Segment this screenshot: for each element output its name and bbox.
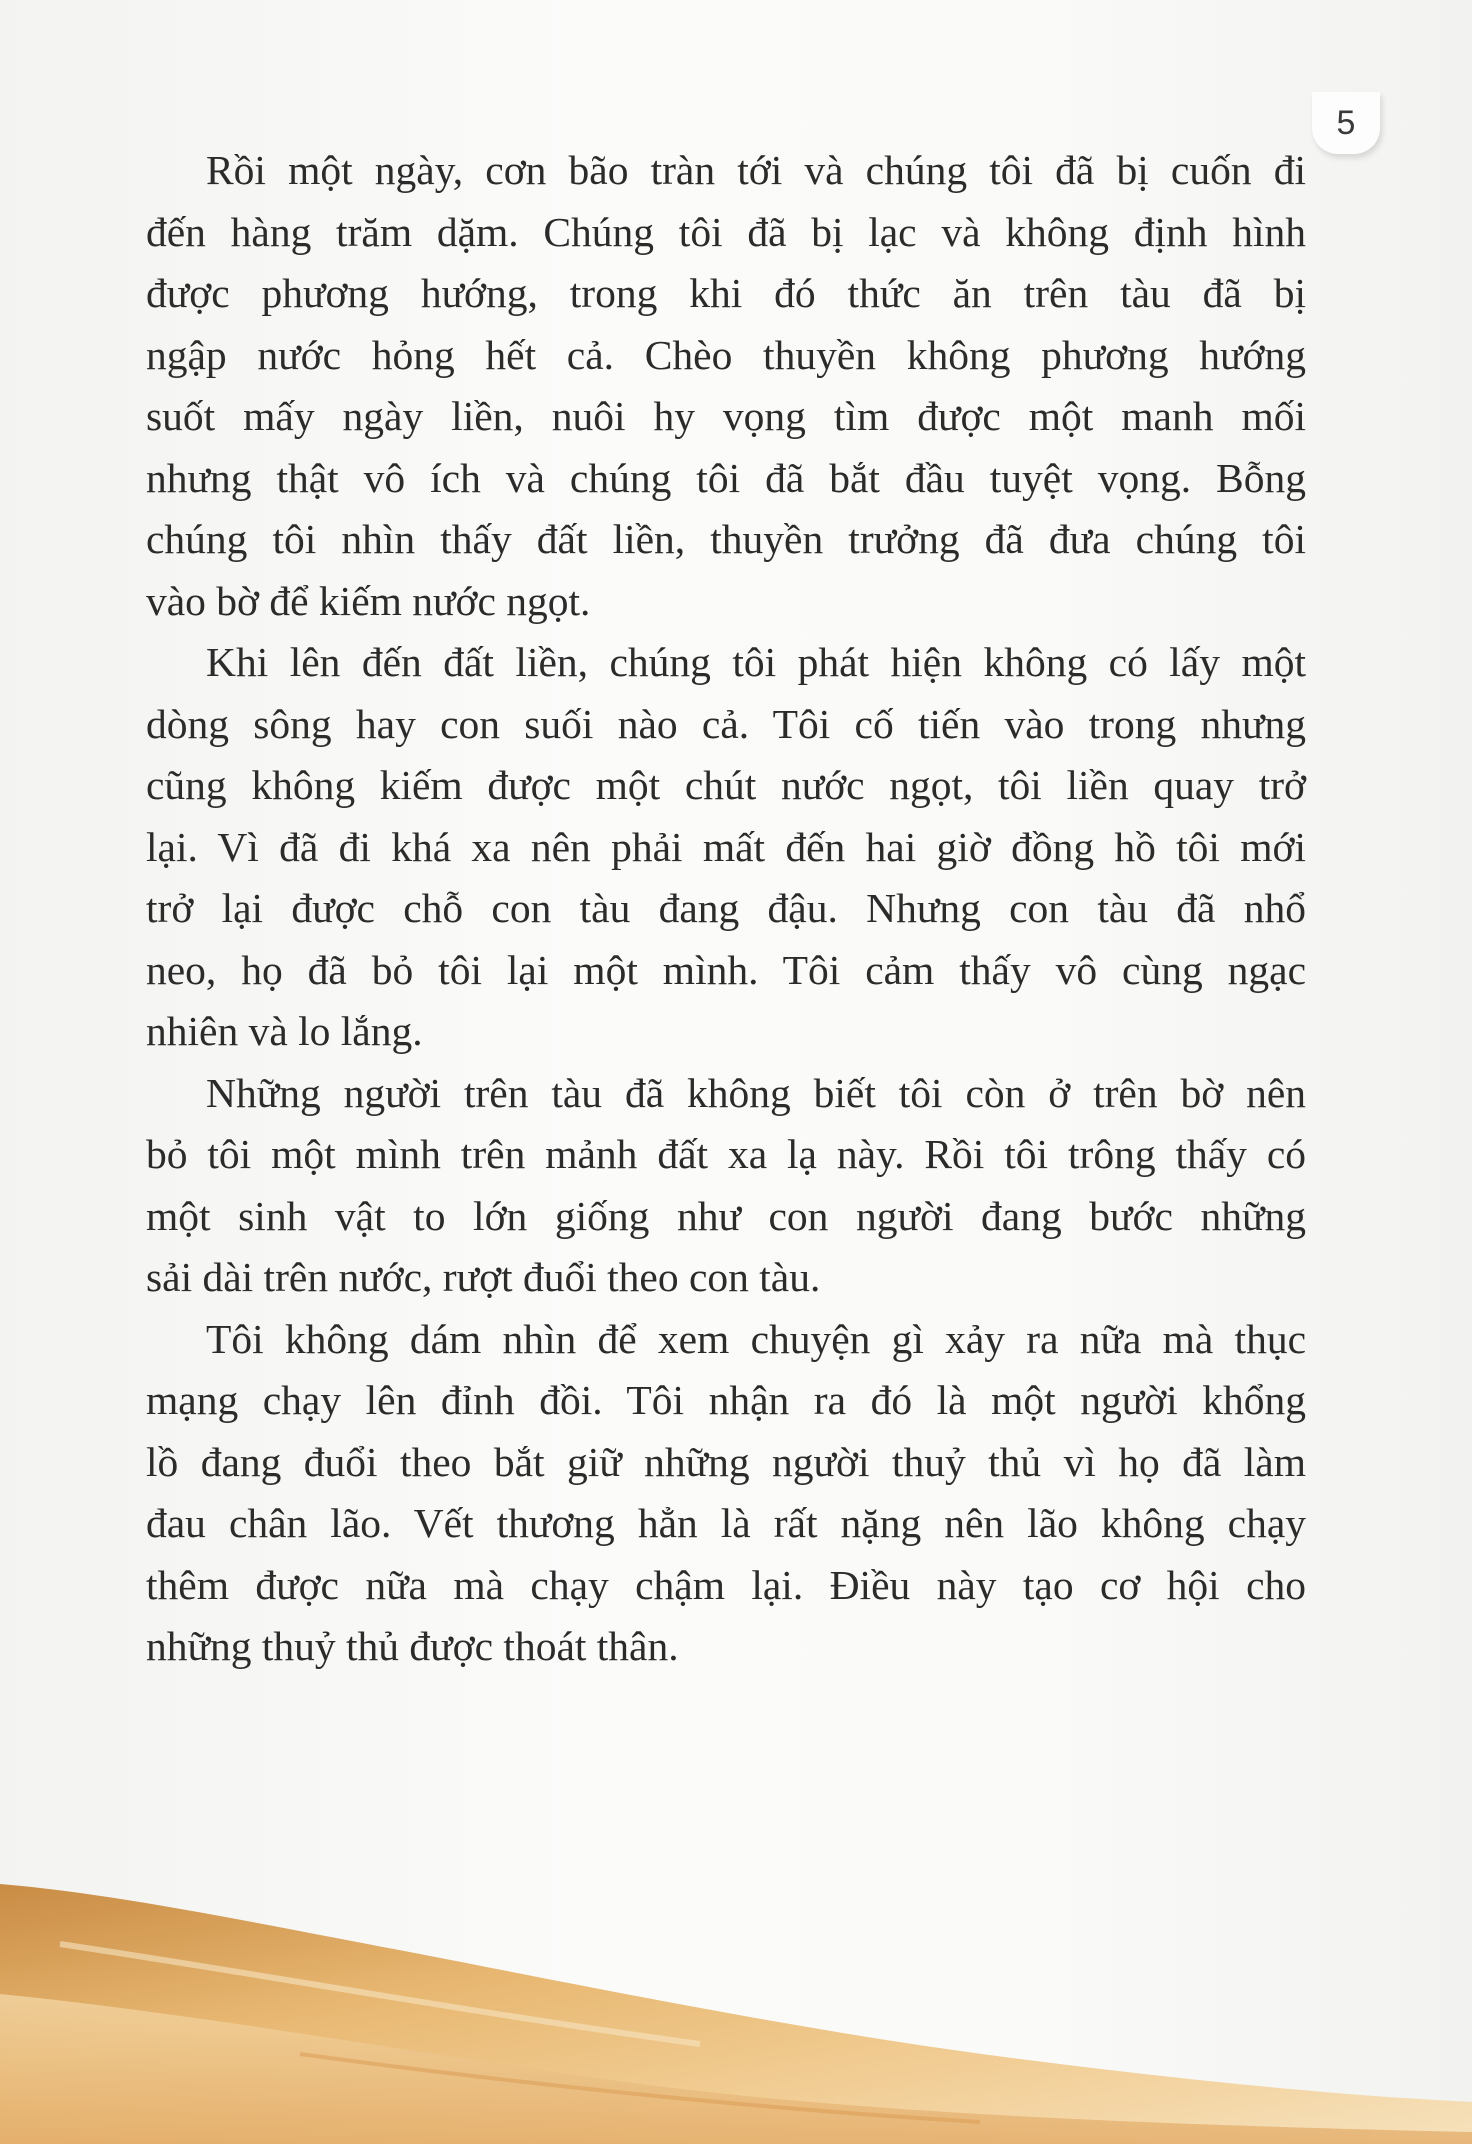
- text-line: bỏ tôi một mình trên mảnh đất xa lạ này. Rồi tôi trông thấy có: [146, 1131, 1306, 1177]
- paragraph-4: [146, 1309, 1306, 1678]
- text-line: lồ đang đuổi theo bắt giữ những người thuỷ thủ vì họ đã làm: [146, 1438, 1306, 1485]
- text-line: trở lại được chỗ con tàu đang đậu. Nhưng con tàu đã nhổ: [146, 885, 1306, 931]
- text-line: Rồi một ngày, cơn bão tràn tới và chúng tôi đã bị cuốn đi: [206, 147, 1306, 193]
- text-line: Khi lên đến đất liền, chúng tôi phát hiện không có lấy một: [206, 639, 1306, 685]
- text-line: Những người trên tàu đã không biết tôi còn ở trên bờ nên: [206, 1069, 1306, 1116]
- text-line: lại. Vì đã đi khá xa nên phải mất đến hai giờ đồng hồ tôi mới: [146, 823, 1306, 870]
- text-line: sải dài trên nước, rượt đuổi theo con tàu.: [146, 1254, 821, 1300]
- paragraph-3: [146, 1063, 1306, 1309]
- page-number-tab: [1312, 92, 1380, 154]
- text-line: thêm được nữa mà chạy chậm lại. Điều này tạo cơ hội cho: [146, 1561, 1306, 1608]
- text-line: mạng chạy lên đỉnh đồi. Tôi nhận ra đó là một người khổng: [146, 1377, 1306, 1423]
- text-line: những thuỷ thủ được thoát thân.: [146, 1623, 679, 1669]
- text-line: được phương hướng, trong khi đó thức ăn trên tàu đã bị: [146, 270, 1306, 316]
- text-line: Tôi không dám nhìn để xem chuyện gì xảy ra nữa mà thục: [206, 1315, 1306, 1362]
- text-line: cũng không kiếm được một chút nước ngọt, tôi liền quay trở: [146, 762, 1306, 808]
- text-line: đến hàng trăm dặm. Chúng tôi đã bị lạc và không định hình: [146, 208, 1306, 255]
- page-number: 5: [1336, 103, 1356, 142]
- text-line: neo, họ đã bỏ tôi lại một mình. Tôi cảm thấy vô cùng ngạc: [146, 946, 1306, 993]
- paragraph-1: [146, 140, 1306, 632]
- text-line: nhiên và lo lắng.: [146, 1008, 423, 1054]
- paragraph-2: [146, 632, 1306, 1063]
- text-line: vào bờ để kiếm nước ngọt.: [146, 577, 591, 624]
- body-text: [146, 140, 1306, 1678]
- text-line: đau chân lão. Vết thương hẳn là rất nặng nên lão không chạy: [146, 1500, 1306, 1546]
- text-line: một sinh vật to lớn giống như con người đang bước những: [146, 1192, 1306, 1239]
- text-line: ngập nước hỏng hết cả. Chèo thuyền không phương hướng: [146, 331, 1306, 378]
- text-line: chúng tôi nhìn thấy đất liền, thuyền trưởng đã đưa chúng tôi: [146, 516, 1306, 562]
- text-line: dòng sông hay con suối nào cả. Tôi cố tiến vào trong nhưng: [146, 700, 1306, 747]
- sand-dune-illustration: [0, 1884, 1472, 2144]
- text-line: nhưng thật vô ích và chúng tôi đã bắt đầu tuyệt vọng. Bỗng: [146, 454, 1306, 501]
- text-line: suốt mấy ngày liền, nuôi hy vọng tìm được một manh mối: [146, 393, 1306, 439]
